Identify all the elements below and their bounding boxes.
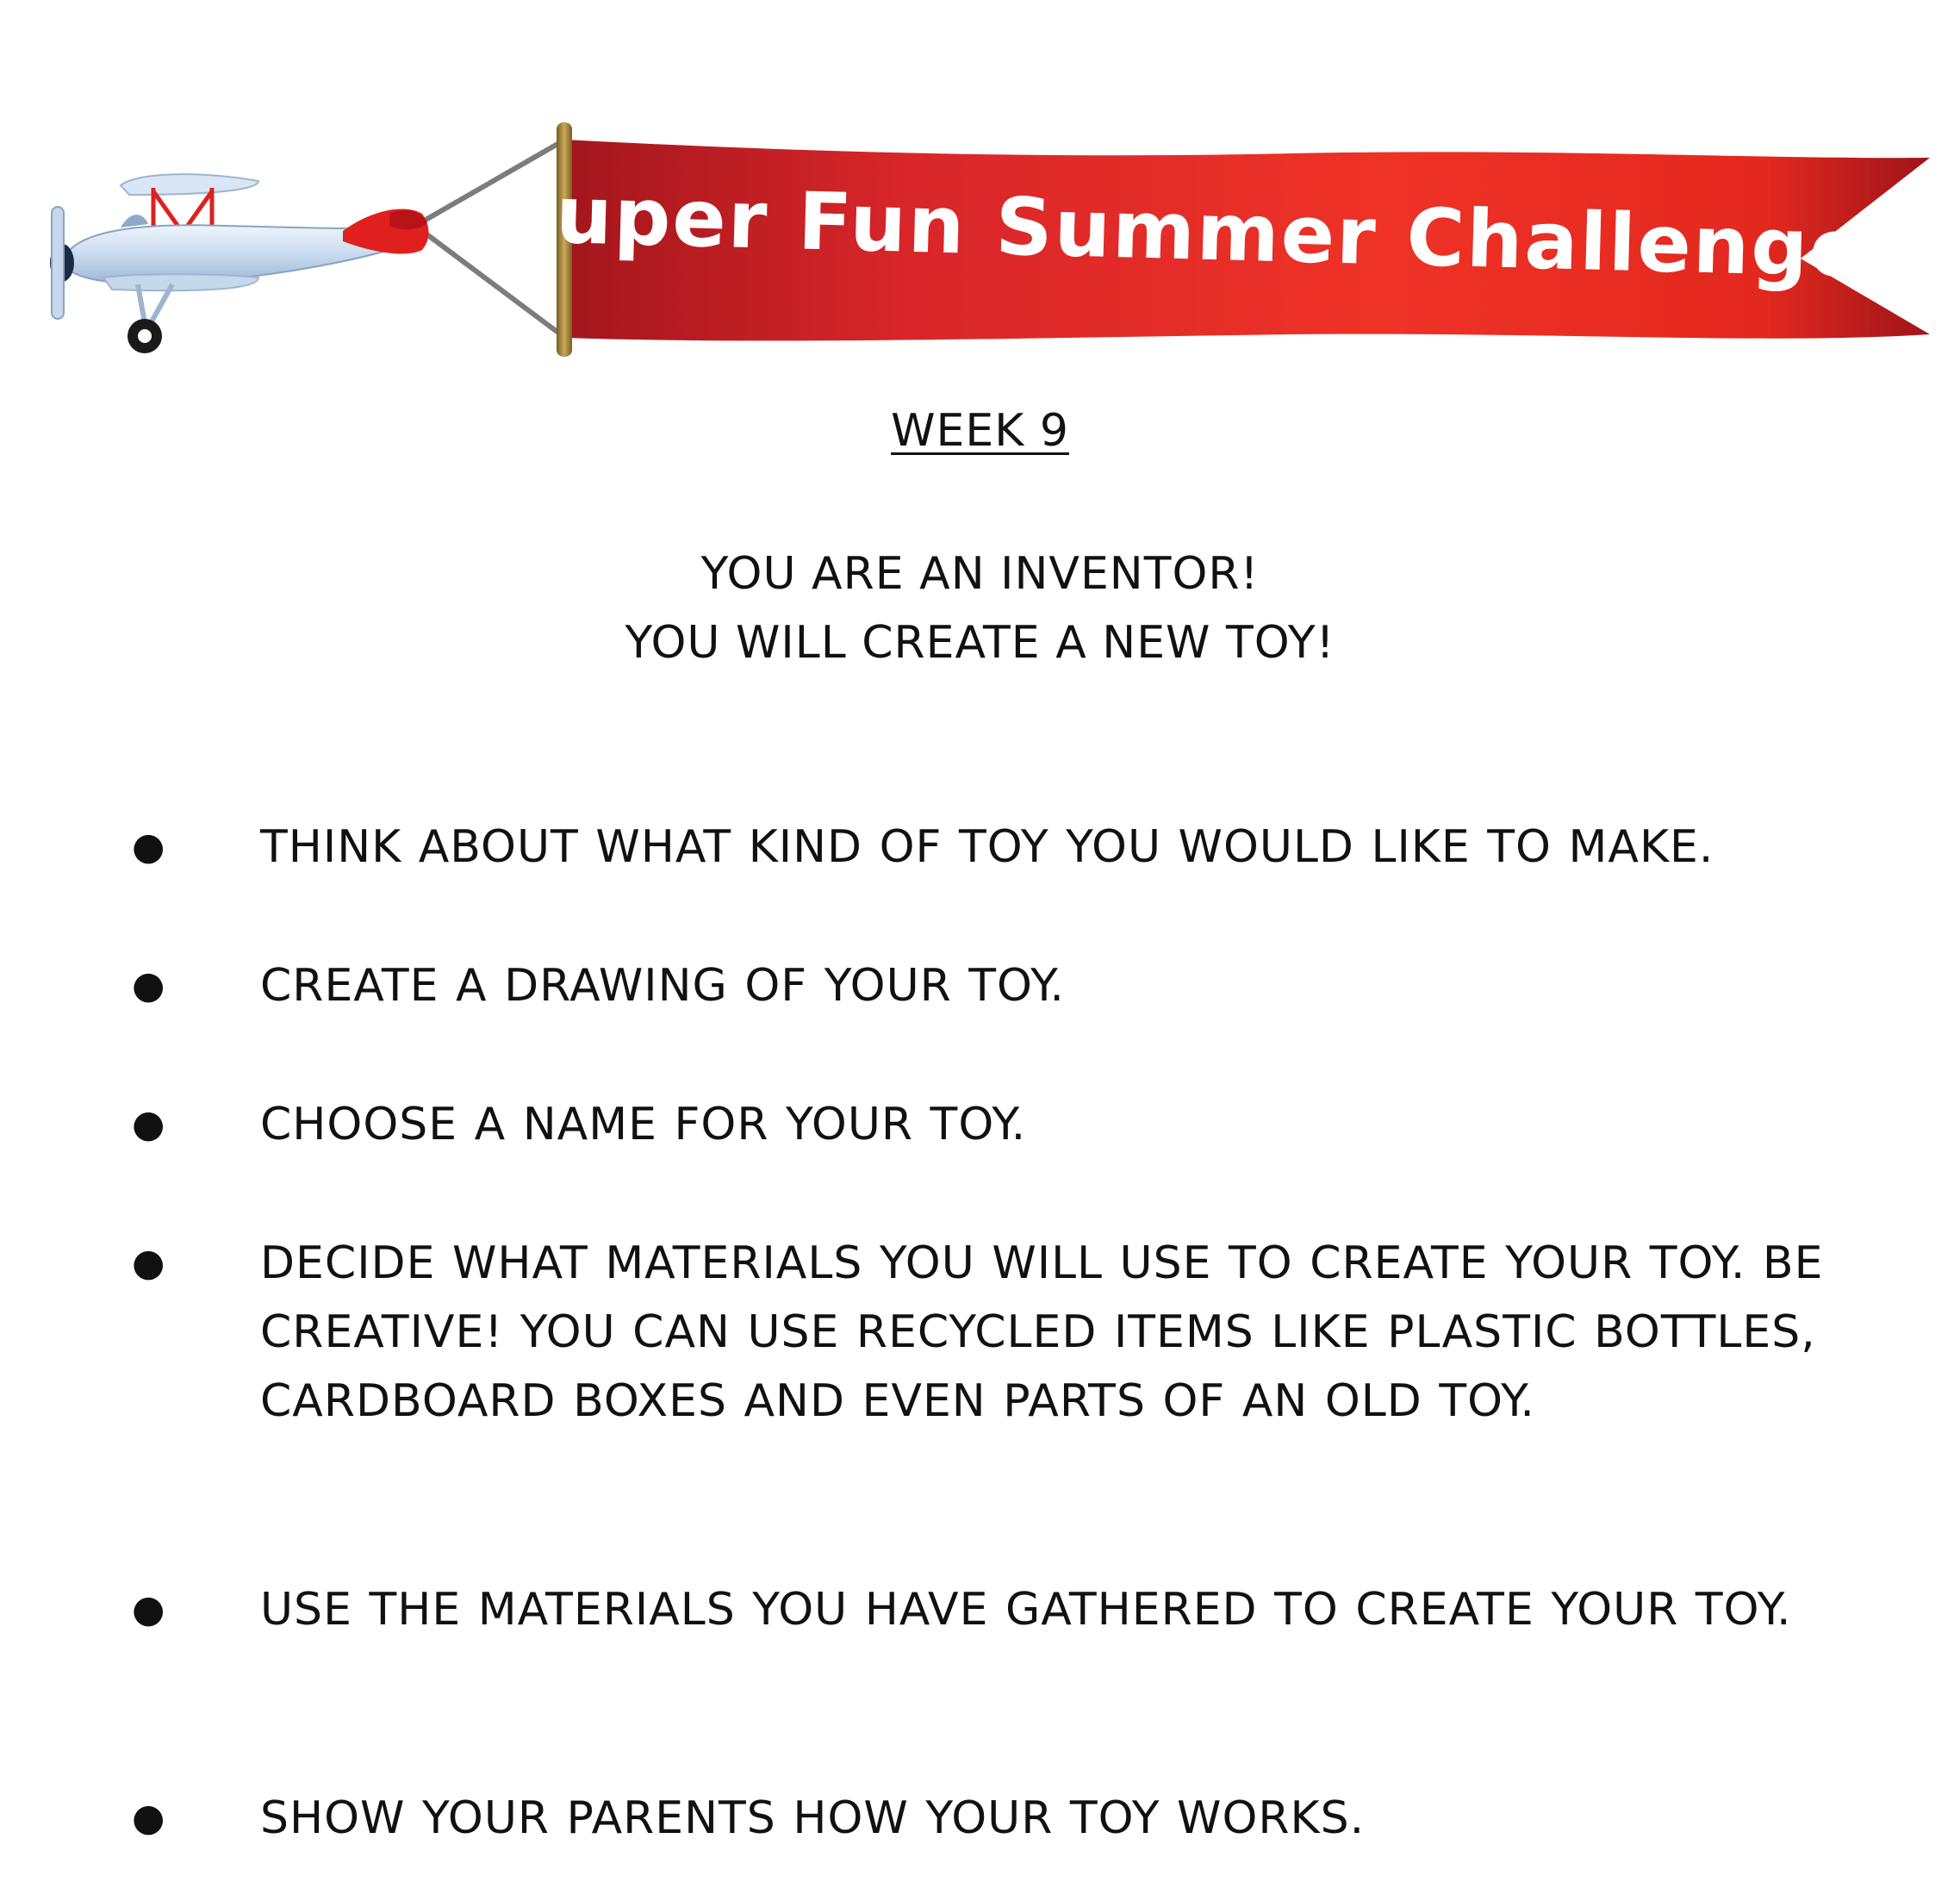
banner-title: Super Fun Summer Challenge xyxy=(495,167,1867,296)
intro-text xyxy=(0,539,1960,677)
bullet-icon: ● xyxy=(132,1796,165,1840)
bullet-icon: ● xyxy=(132,1241,165,1285)
instruction-text: THINK ABOUT WHAT KIND OF TOY YOU WOULD LIKE TO MAKE. xyxy=(260,821,1714,873)
instruction-text: DECIDE WHAT MATERIALS YOU WILL USE TO CREATE YOUR TOY. BE CREATIVE! YOU CAN USE RECYCLED ITEMS LIKE PLASTIC BOTTLES, CARDBOARD BOXES AND EVEN PARTS OF AN OLD TOY. xyxy=(260,1237,1824,1427)
instruction-text: USE THE MATERIALS YOU HAVE GATHERED TO CREATE YOUR TOY. xyxy=(260,1584,1792,1636)
intro-line-1: YOU ARE AN INVENTOR! xyxy=(700,548,1260,600)
instruction-text: CHOOSE A NAME FOR YOUR TOY. xyxy=(260,1099,1027,1150)
instruction-text: CREATE A DRAWING OF YOUR TOY. xyxy=(260,960,1065,1012)
bullet-icon: ● xyxy=(132,825,165,869)
bullet-icon: ● xyxy=(132,1587,165,1631)
biplane-icon xyxy=(50,174,429,353)
bullet-icon: ● xyxy=(132,1102,165,1146)
week-heading: WEEK 9 xyxy=(891,405,1069,457)
intro-line-2: YOU WILL CREATE A NEW TOY! xyxy=(625,617,1335,669)
header-graphic xyxy=(0,0,1960,379)
instruction-text: SHOW YOUR PARENTS HOW YOUR TOY WORKS. xyxy=(260,1792,1366,1844)
bullet-icon: ● xyxy=(132,963,165,1007)
